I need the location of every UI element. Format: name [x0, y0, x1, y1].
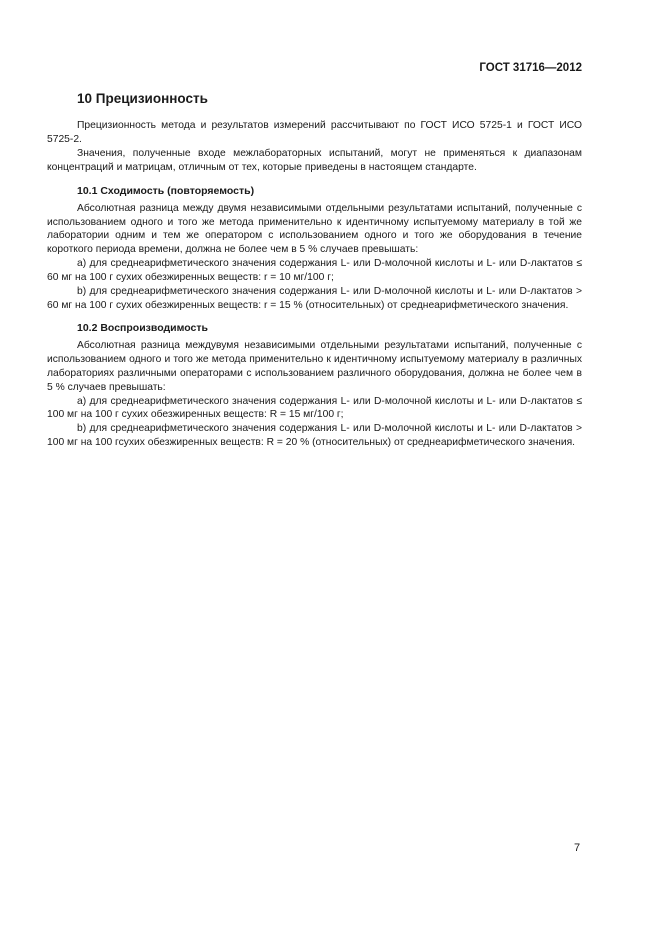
paragraph: Абсолютная разница междувумя независимыми отдельными результатами испытаний, полученные с использованием одного и того же метода применительно к идентичному испытуемому материалу в различных лабораториях различными операторами с использованием различного оборудования, должна не более чем в 5 % случаев превышать:	[47, 339, 582, 393]
subsection-title-repeatability: 10.1 Сходимость (повторяемость)	[77, 184, 255, 197]
list-item-a: а) для среднеарифметического значения содержания L- или D-молочной кислоты и L- или D-лактатов ≤ 60 мг на 100 г сухих обезжиренных веществ: r = 10 мг/100 г;	[47, 258, 582, 284]
paragraph: Прецизионность метода и результатов измерений рассчитывают по ГОСТ ИСО 5725-1 и ГОСТ ИСО 5725-2.	[47, 120, 582, 145]
main-content	[47, 91, 582, 450]
list-item-b: b) для среднеарифметического значения содержания L- или D-молочной кислоты и L- или D-лактатов > 60 мг на 100 г сухих обезжиренных веществ: r = 15 % (относительных) от среднеарифметического значения.	[47, 286, 582, 311]
list-item-b: b) для среднеарифметического значения содержания L- или D-молочной кислоты и L- или D-лактатов > 100 мг на 100 гсухих обезжиренных веществ: R = 20 % (относительных) от среднеарифметического значения.	[47, 423, 582, 449]
document-id: ГОСТ 31716—2012	[479, 62, 582, 74]
section-title: 10 Прецизионность	[77, 91, 208, 106]
page-number: 7	[574, 842, 581, 854]
subsection-title-reproducibility: 10.2 Воспроизводимость	[77, 321, 208, 334]
paragraph: Абсолютная разница между двумя независимыми отдельными результатами испытаний, полученные с использованием одного и того же метода применительно к идентичному испытуемому материалу в той же лаборатории одним и тем же оператором c использованием одного и того же оборудования в течение короткого периода времени, должна не более чем в 5 % случаев превышать:	[47, 202, 582, 256]
list-item-a: а) для среднеарифметического значения содержания L- или D-молочной кислоты и L- или D-лактатов ≤ 100 мг на 100 г сухих обезжиренных веществ: R = 15 мг/100 г;	[47, 395, 582, 421]
paragraph: Значения, полученные входе межлабораторных испытаний, могут не применяться к диапазонам концентраций и матрицам, отличным от тех, которые приведены в настоящем стандарте.	[47, 147, 582, 173]
